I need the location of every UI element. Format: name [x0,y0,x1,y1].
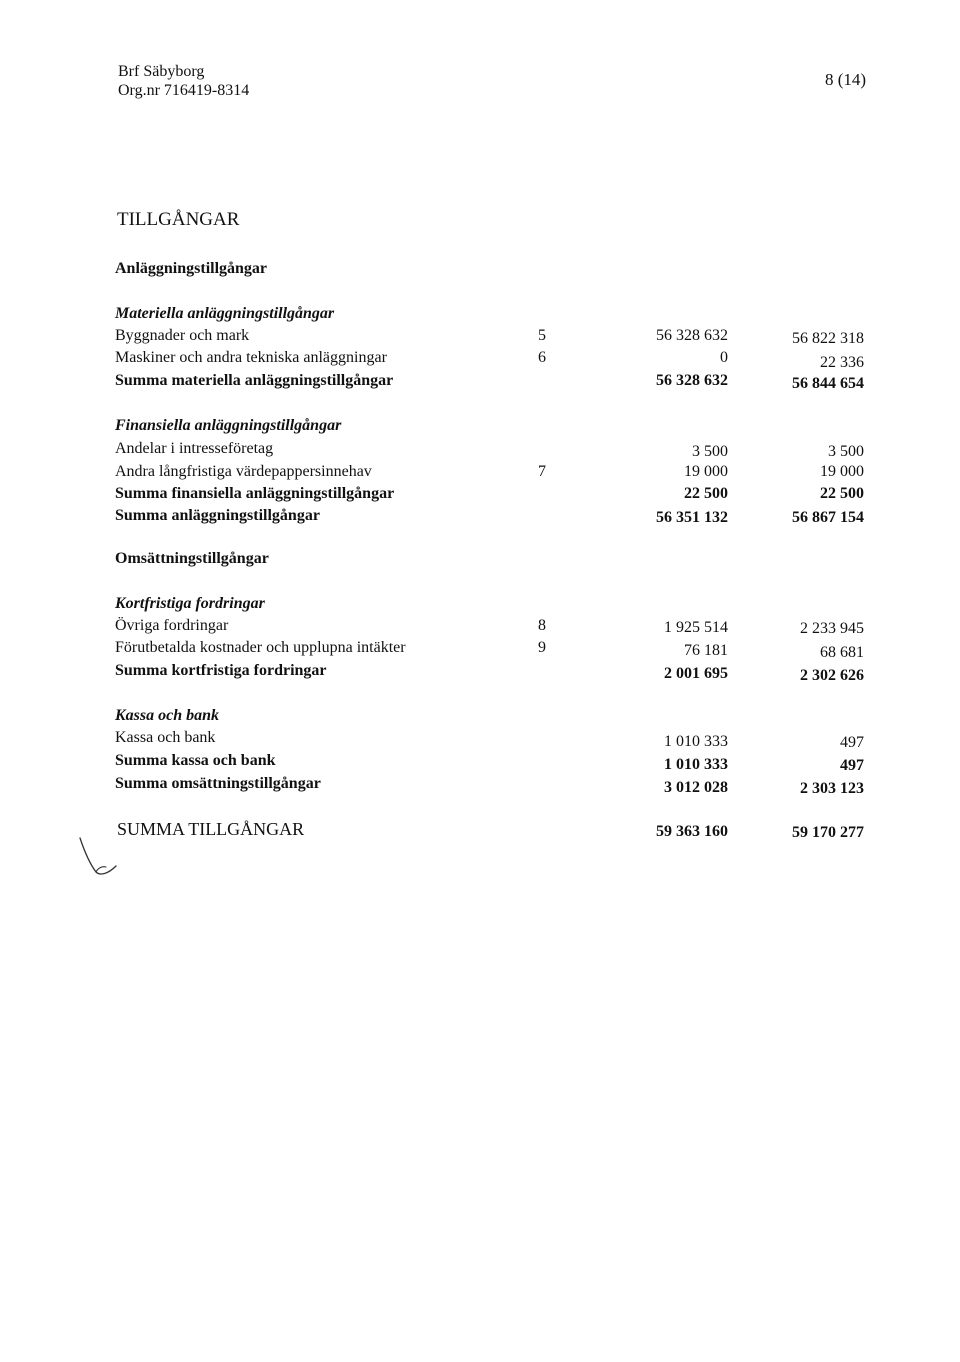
row-value-current: 56 351 132 [656,509,728,526]
section-title: TILLGÅNGAR [117,209,240,230]
row-label: Kassa och bank [115,729,216,746]
row-label: Kassa och bank [115,707,220,724]
row-value-current: 3 500 [692,443,728,460]
row-value-previous: 2 233 945 [800,620,864,637]
row-note: 6 [538,349,546,366]
heading-anlaggningstillgangar [0,258,960,280]
row-label: Förutbetalda kostnader och upplupna intäkter [115,639,406,656]
row-value-current: 1 925 514 [664,619,728,636]
subheading-kortfristiga [0,593,960,615]
row-label: SUMMA TILLGÅNGAR [117,819,305,839]
table-row [0,615,960,637]
org-number: Org.nr 716419-8314 [118,82,250,99]
row-value-previous: 56 867 154 [792,509,864,526]
table-row [0,727,960,749]
row-value-current: 3 012 028 [664,779,728,796]
row-label: Summa omsättningstillgångar [115,775,321,792]
row-value-previous: 497 [840,757,864,774]
table-row [0,347,960,369]
row-value-previous: 68 681 [820,644,864,661]
row-label: Finansiella anläggningstillgångar [115,417,342,434]
row-value-current: 22 500 [684,485,728,502]
row-label: Summa finansiella anläggningstillgångar [115,485,395,502]
row-value-previous: 22 336 [820,354,864,371]
row-label: Kortfristiga fordringar [115,595,265,612]
row-label: Materiella anläggningstillgångar [115,305,335,322]
table-row [0,637,960,659]
row-label: Omsättningstillgångar [115,550,269,567]
row-label: Summa anläggningstillgångar [115,507,320,524]
row-value-previous: 22 500 [820,485,864,502]
table-row-sum [0,505,960,527]
row-value-current: 19 000 [684,463,728,480]
row-value-current: 0 [720,349,728,366]
subheading-kassa [0,705,960,727]
subheading-finansiella [0,415,960,437]
table-row [0,325,960,347]
row-label: Anläggningstillgångar [115,260,268,277]
row-label: Summa kassa och bank [115,752,276,769]
row-value-current: 76 181 [684,642,728,659]
table-row [0,461,960,483]
row-label: Övriga fordringar [115,617,229,634]
row-label: Maskiner och andra tekniska anläggningar [115,349,387,366]
row-note: 8 [538,617,546,634]
page-number: 8 (14) [825,70,867,89]
table-row-sum [0,660,960,682]
row-value-current: 2 001 695 [664,665,728,682]
row-note: 7 [538,463,546,480]
table-row-sum [0,483,960,505]
handwritten-check-mark [78,836,128,880]
row-label: Andelar i intresseföretag [115,440,274,457]
row-note: 5 [538,327,546,344]
heading-omsattningstillgangar [0,548,960,570]
row-value-previous: 497 [840,734,864,751]
row-value-current: 59 363 160 [656,823,728,840]
row-value-previous: 2 302 626 [800,667,864,684]
table-row [0,438,960,460]
row-value-previous: 19 000 [820,463,864,480]
row-value-previous: 3 500 [828,443,864,460]
row-label: Andra långfristiga värdepappersinnehav [115,463,372,480]
row-value-previous: 56 822 318 [792,330,864,347]
table-row-sum [0,750,960,772]
row-note: 9 [538,639,546,656]
row-value-previous: 2 303 123 [800,780,864,797]
row-label: Byggnader och mark [115,327,250,344]
table-row-sum [0,773,960,795]
row-value-previous: 59 170 277 [792,824,864,841]
org-name: Brf Säbyborg [118,63,205,80]
row-value-current: 1 010 333 [664,756,728,773]
row-value-current: 56 328 632 [656,327,728,344]
row-value-current: 56 328 632 [656,372,728,389]
row-value-current: 1 010 333 [664,733,728,750]
row-value-previous: 56 844 654 [792,375,864,392]
table-row-sum [0,370,960,392]
row-label: Summa kortfristiga fordringar [115,662,327,679]
grand-total-row [0,816,960,842]
row-label: Summa materiella anläggningstillgångar [115,372,394,389]
subheading-materiella [0,303,960,325]
